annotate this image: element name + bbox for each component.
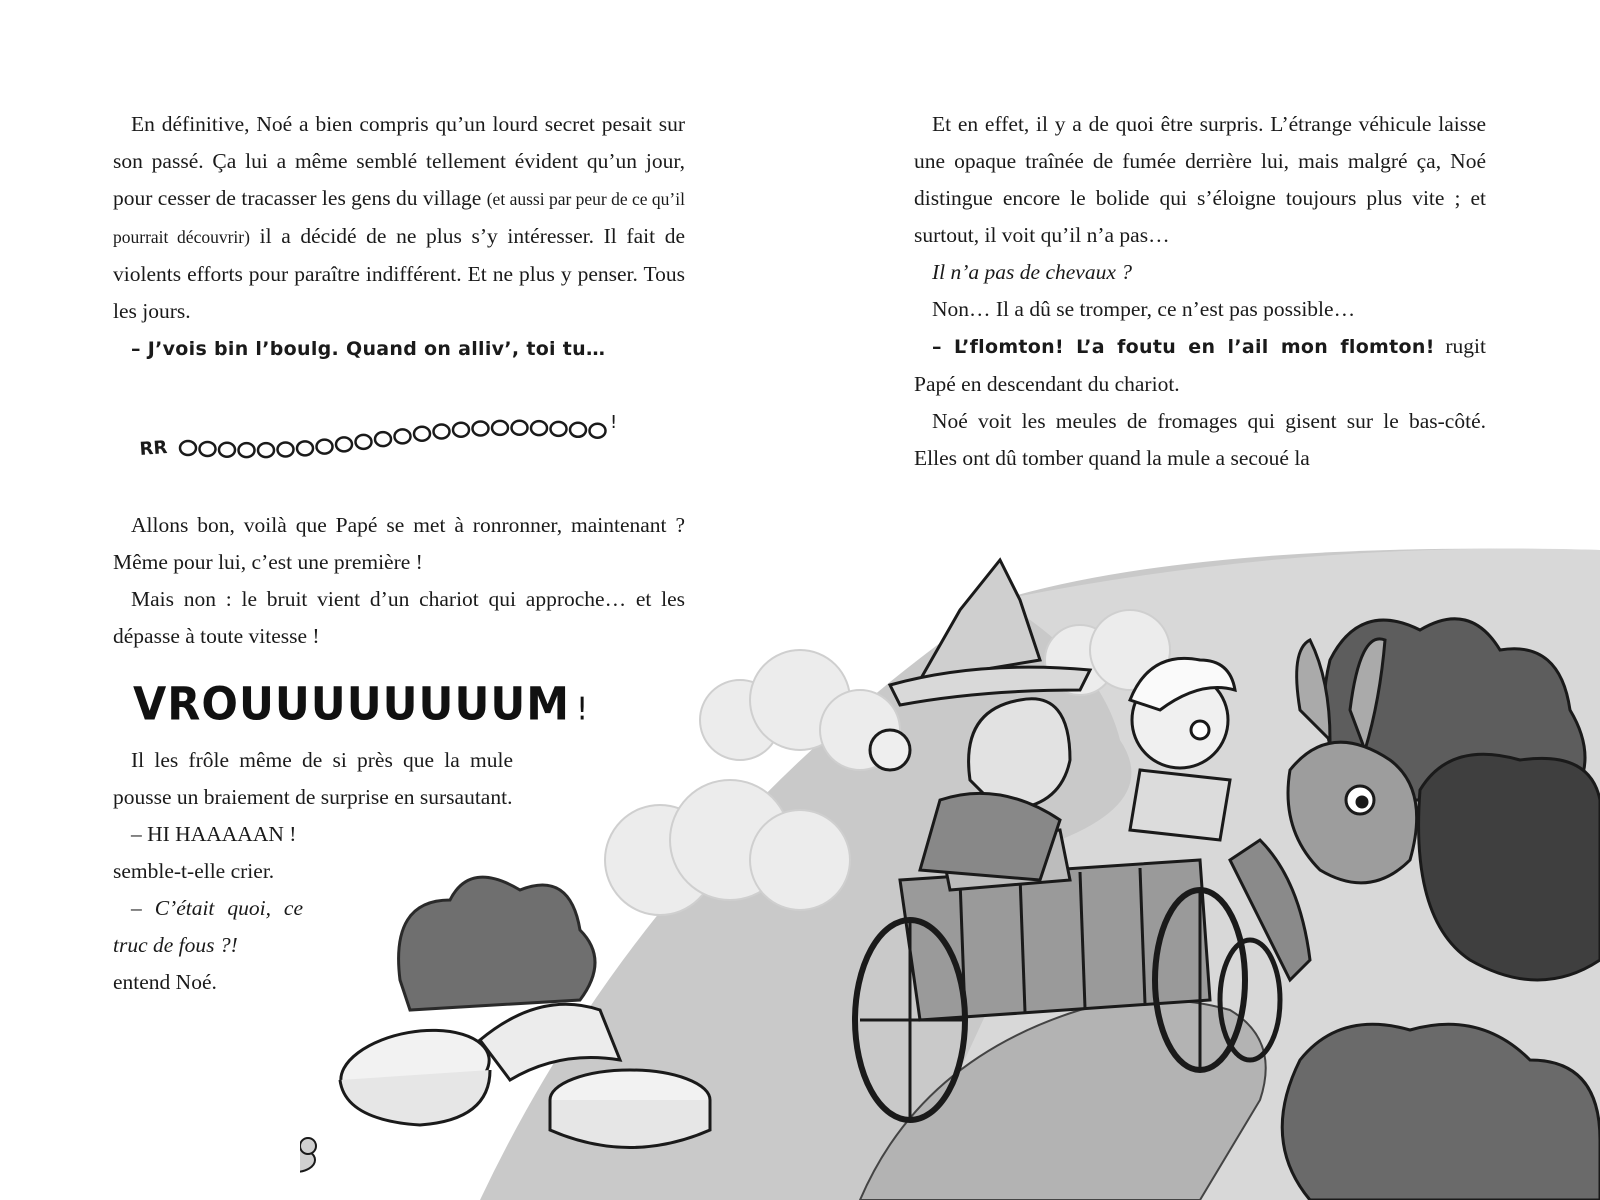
rrooo-ring — [317, 440, 333, 454]
parenthetical-aside: (et aussi par peur de ce qu’il pourrait découvrir) — [113, 189, 685, 247]
noe-thought: Il n’a pas de chevaux ? — [932, 260, 1132, 284]
vrou-bang: ! — [576, 691, 590, 729]
paragraph-text-end: il a décidé de ne plus s’y intéresser. Il fait de violents efforts pour paraître indifférent. Et ne plus y penser. Tous les jours. — [113, 224, 686, 323]
rrooo-sound-graphic — [140, 410, 620, 480]
paragraph: Non… Il a dû se tromper, ce n’est pas possible… — [932, 297, 1356, 321]
svg-text:!: ! — [610, 412, 618, 433]
mule-cry: – HI HAAAAAN ! — [131, 822, 297, 846]
rrooo-ring — [278, 442, 294, 456]
noe-quote: – C’était quoi, ce truc de fous ?! — [113, 896, 303, 957]
cart-scene-image — [300, 540, 1600, 1200]
rrooo-ring — [375, 432, 391, 446]
rrooo-ring — [219, 443, 235, 457]
rrooo-ring — [512, 421, 528, 435]
rrooo-ring — [395, 429, 411, 443]
rrooo-sound-effect — [140, 410, 620, 480]
rrooo-ring — [200, 442, 216, 456]
rrooo-ring — [356, 435, 372, 449]
paragraph: Noé voit les meules de fromages qui gisent sur le bas-côté. Elles ont dû tomber quand la mule a secoué la — [914, 409, 1486, 470]
vrou-text: VROUUUUUUUUM — [133, 678, 571, 732]
pape-shout: – L’flomton! L’a foutu en l’ail mon flomton! — [932, 336, 1435, 358]
rrooo-ring — [297, 441, 313, 455]
rrooo-rings — [180, 421, 606, 457]
left-text-column — [113, 106, 685, 368]
paragraph: Et en effet, il y a de quoi être surpris. L’étrange véhicule laisse une opaque traînée de fumée derrière lui, mais malgré ça, Noé distingue encore le bolide qui s’éloigne toujours plus vite ; et surtout, il voit qu’il n’a pas… — [914, 112, 1486, 247]
rrooo-ring — [551, 422, 567, 436]
rrooo-ring — [239, 443, 255, 457]
svg-text:RR: RR — [140, 437, 169, 460]
rrooo-ring — [434, 425, 450, 439]
paragraph — [113, 106, 685, 330]
dialogue-tag: semble-t-elle crier. — [113, 859, 275, 883]
rrooo-ring — [180, 441, 196, 455]
cart-illustration — [300, 540, 1600, 1200]
paragraph: Mais non : le bruit vient d’un chariot qui approche… et les dépasse à toute vitesse ! — [113, 587, 685, 648]
paragraph-text: En définitive, Noé a bien compris qu’un lourd secret pesait sur son passé. Ça lui a même semblé tellement évident qu’un jour, pour cesser de tracasser les gens du village — [113, 112, 685, 210]
pape-dialect-speech: – J’vois bin l’boulg. Quand on alliv’, toi tu… — [131, 338, 606, 360]
rrooo-ring — [414, 427, 430, 441]
dialogue-line — [113, 330, 685, 368]
rrooo-ring — [492, 421, 508, 435]
rrooo-ring — [570, 423, 586, 437]
dialogue-tag: entend Noé. — [113, 970, 217, 994]
rrooo-ring — [590, 424, 606, 438]
rrooo-ring — [531, 421, 547, 435]
right-text-column — [914, 106, 1486, 477]
rrooo-ring — [473, 422, 489, 436]
rrooo-ring — [258, 443, 274, 457]
rrooo-ring — [336, 437, 352, 451]
rrooo-ring — [453, 423, 469, 437]
dialogue-tag: rugit Papé en descendant du chariot. — [914, 334, 1486, 396]
paragraph: Allons bon, voilà que Papé se met à ronronner, maintenant ? Même pour lui, c’est une première ! — [113, 513, 685, 574]
paragraph: Il les frôle même de si près que la mule pousse un braiement de surprise en sursautant. — [113, 748, 513, 809]
